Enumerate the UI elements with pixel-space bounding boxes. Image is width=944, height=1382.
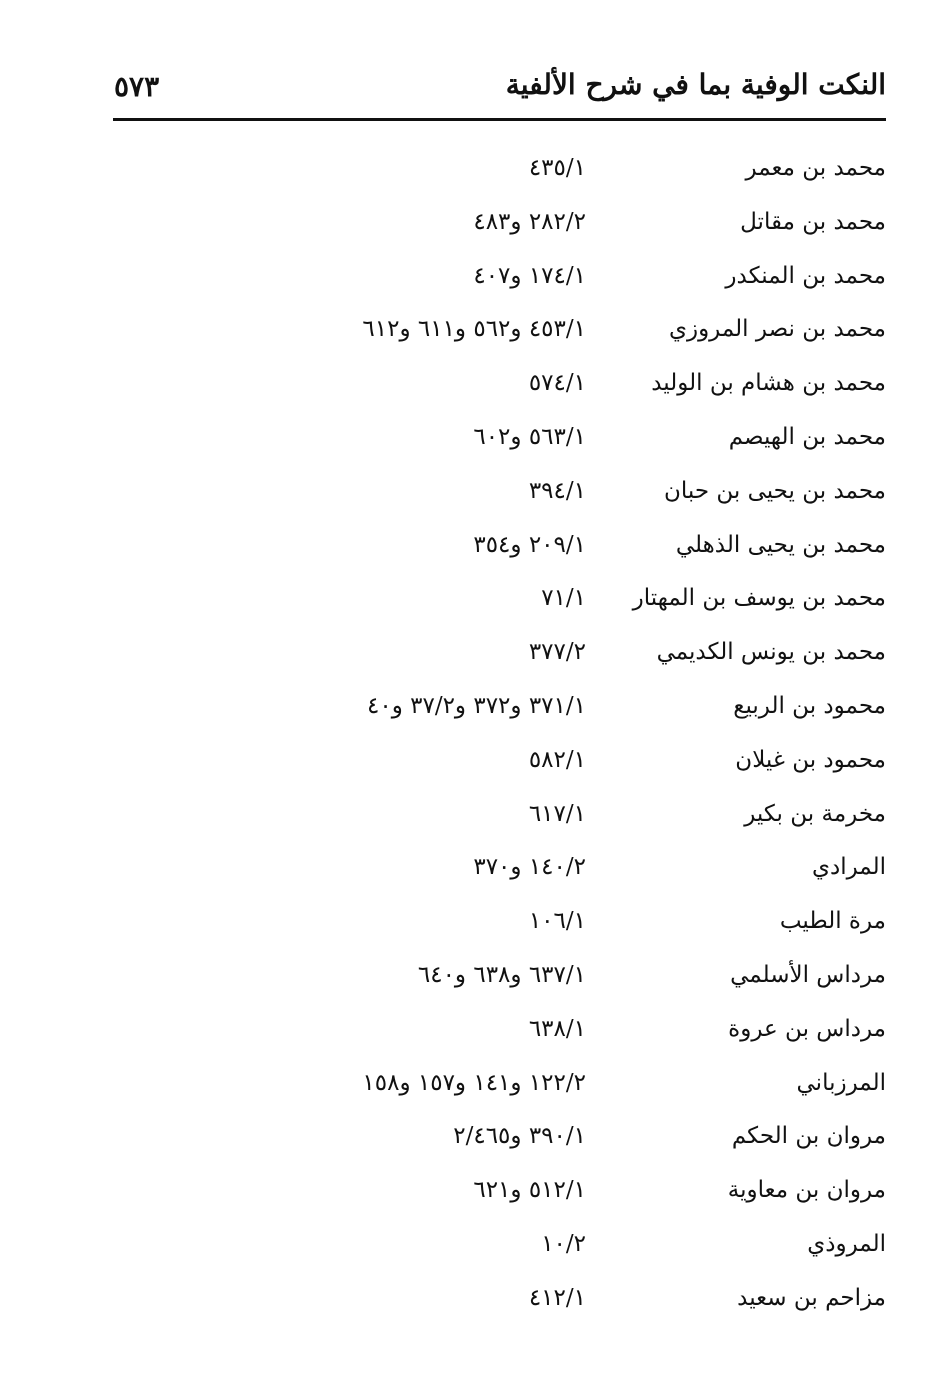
entry-refs: ٦٣٨/١ (528, 1015, 586, 1042)
entry-name: محمد بن معمر (745, 155, 886, 181)
index-entry (0, 793, 944, 847)
entry-name: محمد بن هشام بن الوليد (651, 370, 886, 397)
entry-name: محمود بن غيلان (735, 746, 886, 773)
entry-name: محمد بن يونس الكديمي (656, 639, 886, 666)
index-entry (0, 846, 944, 900)
entry-name: محمد بن مقاتل (740, 208, 886, 235)
entry-name: المرادي (811, 854, 886, 881)
index-entry (0, 1169, 944, 1223)
entry-name: مروان بن الحكم (731, 1123, 886, 1150)
index-entry (0, 147, 944, 201)
index-entry (0, 1277, 944, 1331)
entry-name: محمد بن يوسف بن المهتار (632, 585, 886, 612)
index-entry (0, 1062, 944, 1116)
entry-refs: ١٠٦/١ (528, 908, 586, 935)
entry-name: محمد بن نصر المروزي (668, 316, 886, 343)
entry-refs: ١٠/٢ (541, 1230, 586, 1257)
index-entry (0, 1223, 944, 1277)
index-entry (0, 1115, 944, 1169)
entry-refs: ١٤٠/٢ و٣٧٠ (473, 854, 586, 881)
entry-refs: ٣٧٧/٢ (528, 639, 586, 666)
index-entry (0, 577, 944, 631)
entry-refs: ٥١٢/١ و٦٢١ (473, 1177, 586, 1204)
entry-name: مخرمة بن بكير (744, 800, 886, 827)
entry-refs: ٣٩٠/١ و٢/٤٦٥ (453, 1123, 586, 1150)
entry-refs: ٣٩٤/١ (528, 477, 586, 504)
index-entry (0, 631, 944, 685)
entry-name: مرداس الأسلمي (730, 961, 886, 988)
entry-refs: ٦١٧/١ (528, 800, 586, 827)
entry-name: محمد بن المنكدر (725, 262, 886, 289)
index-entry (0, 470, 944, 524)
entry-refs: ٣٧١/١ و٣٧٢ و٣٧/٢ و٤٠ (366, 692, 586, 719)
entry-name: محمد بن الهيصم (728, 423, 886, 450)
entry-name: المروذي (807, 1230, 886, 1257)
entry-refs: ٥٨٢/١ (528, 746, 586, 773)
entry-refs: ١٧٤/١ و٤٠٧ (473, 262, 586, 289)
index-entry (0, 685, 944, 739)
entry-refs: ٤١٢/١ (528, 1284, 586, 1311)
index-entry (0, 255, 944, 309)
index-entry (0, 524, 944, 578)
entry-refs: ٥٦٣/١ و٦٠٢ (473, 423, 586, 450)
index-list (0, 147, 944, 1331)
entry-refs: ١٢٢/٢ و١٤١ و١٥٧ و١٥٨ (362, 1069, 586, 1096)
index-entry (0, 362, 944, 416)
page-number: ٥٧٣ (114, 70, 160, 103)
entry-name: محمد بن يحيى بن حبان (663, 477, 886, 504)
entry-refs: ٥٧٤/١ (528, 370, 586, 397)
running-title: النكت الوفية بما في شرح الألفية (505, 68, 886, 101)
entry-name: مزاحم بن سعيد (737, 1284, 886, 1311)
index-entry (0, 308, 944, 362)
entry-name: مرداس بن عروة (728, 1015, 886, 1042)
entry-name: مروان بن معاوية (727, 1177, 886, 1204)
index-entry (0, 954, 944, 1008)
entry-refs: ٢٨٢/٢ و٤٨٣ (473, 208, 586, 235)
index-entry (0, 900, 944, 954)
entry-refs: ٤٥٣/١ و٥٦٢ و٦١١ و٦١٢ (362, 316, 586, 343)
entry-name: محمد بن يحيى الذهلي (675, 531, 886, 558)
index-entry (0, 1008, 944, 1062)
entry-name: محمود بن الربيع (733, 692, 886, 719)
entry-refs: ٦٣٧/١ و٦٣٨ و٦٤٠ (417, 961, 586, 988)
entry-name: مرة الطيب (779, 908, 886, 935)
entry-refs: ٤٣٥/١ (528, 155, 586, 181)
entry-name: المرزباني (796, 1069, 886, 1096)
entry-refs: ٢٠٩/١ و٣٥٤ (473, 531, 586, 558)
index-entry (0, 201, 944, 255)
entry-refs: ٧١/١ (541, 585, 586, 612)
index-entry (0, 739, 944, 793)
header-rule (113, 118, 886, 121)
index-entry (0, 416, 944, 470)
